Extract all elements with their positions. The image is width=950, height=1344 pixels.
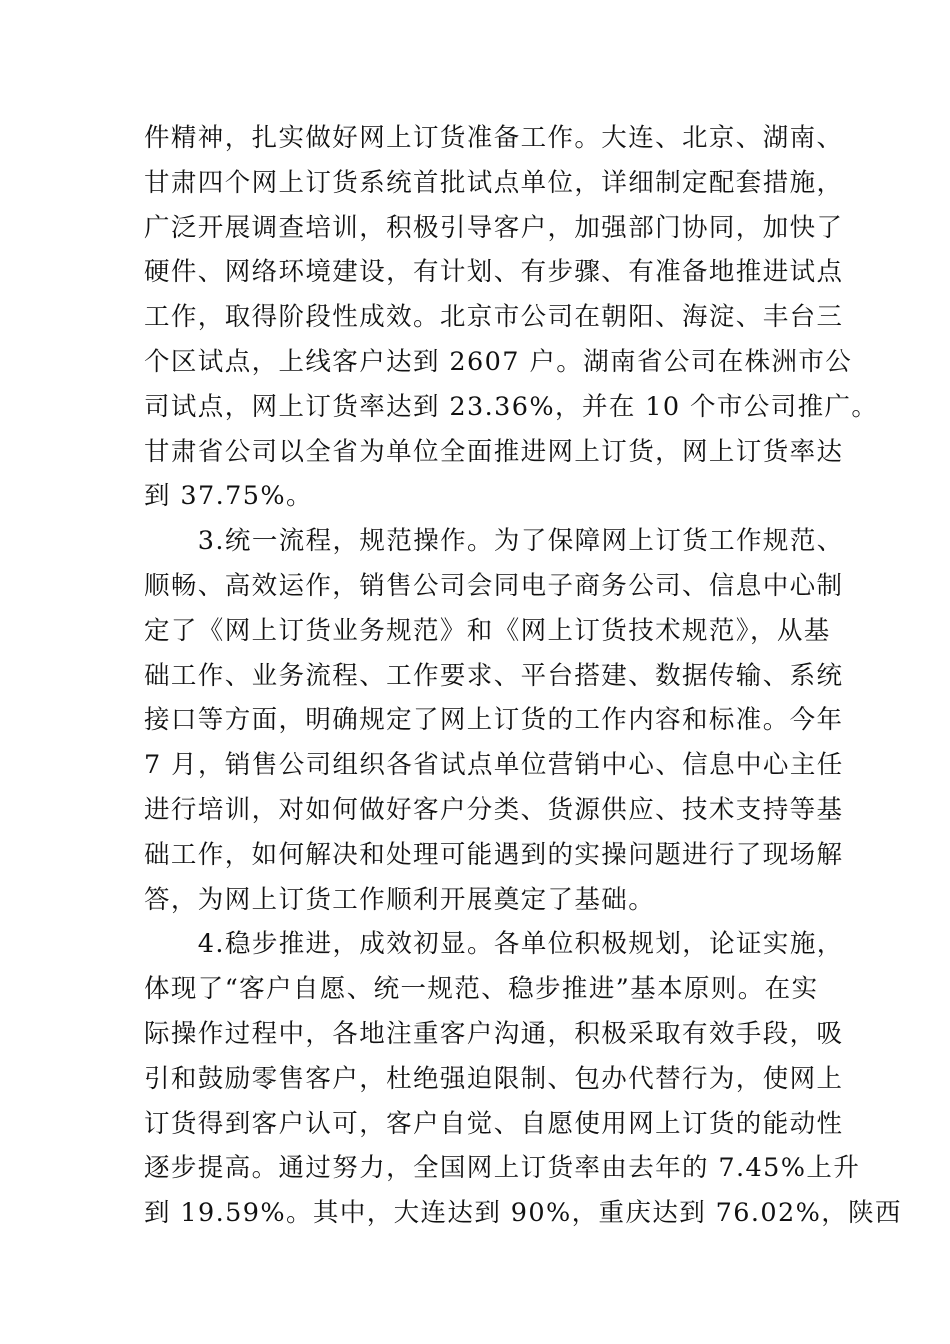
text-line: 工作，取得阶段性成效。北京市公司在朝阳、海淀、丰台三 [144,302,844,333]
text-line: 础工作、业务流程、工作要求、平台搭建、数据传输、系统 [144,660,844,691]
text-line: 进行培训，对如何做好客户分类、货源供应、技术支持等基 [144,794,844,825]
text-line: 广泛开展调查培训，积极引导客户，加强部门协同，加快了 [144,212,844,243]
paragraph-3-heading-line: 3.统一流程，规范操作。为了保障网上订货工作规范、 [144,526,844,557]
text-line: 到 19.59%。其中，大连达到 90%，重庆达到 76.02%，陕西 [144,1198,902,1229]
body-text [144,116,902,1236]
text-line: 定了《网上订货业务规范》和《网上订货技术规范》，从基 [144,615,831,646]
text-line: 硬件、网络环境建设，有计划、有步骤、有准备地推进试点 [144,257,844,288]
text-line: 司试点，网上订货率达到 23.36%，并在 10 个市公司推广。 [144,391,879,422]
text-line: 甘肃四个网上订货系统首批试点单位，详细制定配套措施， [144,167,844,198]
text-line: 际操作过程中，各地注重客户沟通，积极采取有效手段，吸 [144,1018,844,1049]
text-line: 逐步提高。通过努力，全国网上订货率由去年的 7.45%上升 [144,1153,861,1184]
text-line: 订货得到客户认可，客户自觉、自愿使用网上订货的能动性 [144,1108,844,1139]
text-line: 顺畅、高效运作，销售公司会同电子商务公司、信息中心制 [144,570,844,601]
text-line: 引和鼓励零售客户，杜绝强迫限制、包办代替行为，使网上 [144,1063,844,1094]
text-line: 甘肃省公司以全省为单位全面推进网上订货，网上订货率达 [144,436,844,467]
text-line: 接口等方面，明确规定了网上订货的工作内容和标准。今年 [144,705,844,736]
text-line: 7 月，销售公司组织各省试点单位营销中心、信息中心主任 [144,750,844,781]
text-line: 个区试点，上线客户达到 2607 户。湖南省公司在株洲市公 [144,346,853,377]
text-line: 到 37.75%。 [144,481,313,512]
text-line: 础工作，如何解决和处理可能遇到的实操问题进行了现场解 [144,839,844,870]
text-line: 件精神，扎实做好网上订货准备工作。大连、北京、湖南、 [144,123,844,153]
text-line: 答，为网上订货工作顺利开展奠定了基础。 [144,884,656,915]
text-line: 体现了“客户自愿、统一规范、稳步推进”基本原则。在实 [144,974,819,1005]
paragraph-4-heading-line: 4.稳步推进，成效初显。各单位积极规划，论证实施， [144,929,844,960]
